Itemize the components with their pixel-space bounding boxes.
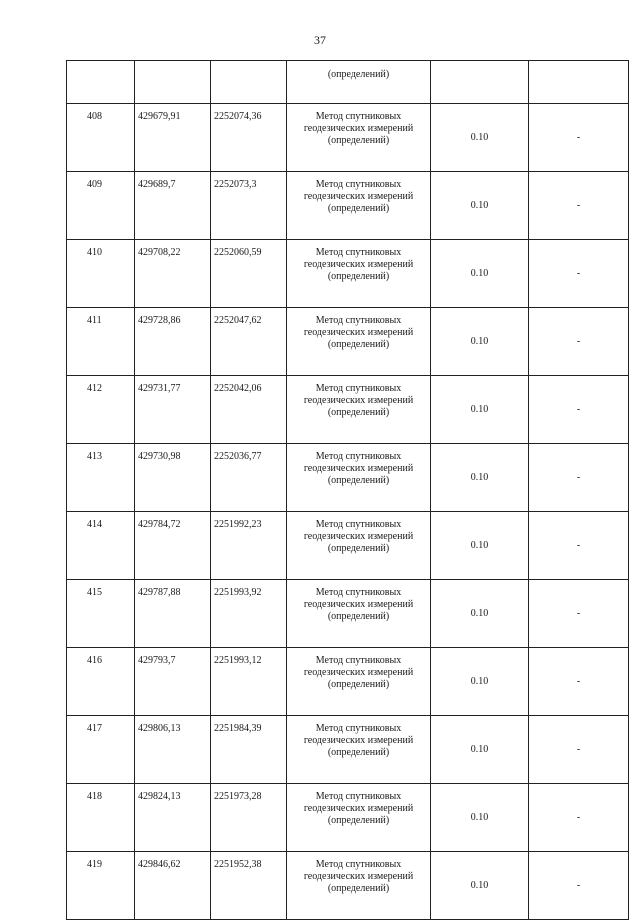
method-cell [287,716,431,784]
method-line: геодезических измерений [303,667,414,678]
method-line: геодезических измерений [303,123,414,134]
table-row [67,512,629,580]
note-dash: - [529,784,629,852]
method-cell [287,308,431,376]
accuracy-value: 0.10 [431,172,529,240]
table-row [67,852,629,920]
empty-cell [135,61,211,104]
coordinate-x: 429731,77 [135,376,211,444]
method-cell [287,172,431,240]
accuracy-value: 0.10 [431,852,529,920]
coordinate-x: 429806,13 [135,716,211,784]
empty-cell [211,61,287,104]
method-line: геодезических измерений [303,803,414,814]
accuracy-value: 0.10 [431,784,529,852]
point-number: 412 [67,376,135,444]
method-cell [287,104,431,172]
method-line: (определений) [327,815,390,826]
method-line: Метод спутниковых [315,655,402,666]
method-line: (определений) [327,679,390,690]
point-number: 414 [67,512,135,580]
page-number: 37 [314,33,326,47]
coordinate-y: 2252036,77 [211,444,287,512]
method-cell [287,852,431,920]
point-number: 409 [67,172,135,240]
accuracy-value: 0.10 [431,648,529,716]
point-number: 415 [67,580,135,648]
continuation-row [67,61,629,104]
coordinate-y: 2251973,28 [211,784,287,852]
accuracy-value: 0.10 [431,240,529,308]
accuracy-value: 0.10 [431,308,529,376]
note-dash: - [529,308,629,376]
accuracy-value: 0.10 [431,716,529,784]
method-line: (определений) [327,611,390,622]
note-dash: - [529,376,629,444]
method-line: Метод спутниковых [315,315,402,326]
coordinate-x: 429679,91 [135,104,211,172]
method-line: (определений) [327,883,390,894]
accuracy-value: 0.10 [431,104,529,172]
method-line: Метод спутниковых [315,383,402,394]
method-line: (определений) [327,475,390,486]
coordinate-y: 2251993,12 [211,648,287,716]
coordinate-x: 429728,86 [135,308,211,376]
coordinate-y: 2252047,62 [211,308,287,376]
continuation-text: (определений) [287,61,431,104]
coordinate-y: 2252060,59 [211,240,287,308]
coordinate-x: 429784,72 [135,512,211,580]
method-line: Метод спутниковых [315,179,402,190]
coordinate-y: 2251992,23 [211,512,287,580]
accuracy-value: 0.10 [431,376,529,444]
method-line: (определений) [327,747,390,758]
note-dash: - [529,716,629,784]
point-number: 408 [67,104,135,172]
method-line: Метод спутниковых [315,791,402,802]
coordinate-x: 429793,7 [135,648,211,716]
method-cell [287,648,431,716]
empty-cell [431,61,529,104]
point-number: 418 [67,784,135,852]
method-line: геодезических измерений [303,191,414,202]
method-cell [287,580,431,648]
coordinate-y: 2251984,39 [211,716,287,784]
table-row [67,308,629,376]
coordinate-y: 2251952,38 [211,852,287,920]
table-body [67,61,629,920]
note-dash: - [529,648,629,716]
method-line: геодезических измерений [303,395,414,406]
table-row [67,444,629,512]
method-line: геодезических измерений [303,871,414,882]
table-row [67,104,629,172]
method-cell [287,240,431,308]
coordinate-y: 2252074,36 [211,104,287,172]
method-line: (определений) [327,135,390,146]
coordinate-x: 429824,13 [135,784,211,852]
note-dash: - [529,852,629,920]
method-line: геодезических измерений [303,259,414,270]
coordinate-y: 2252073,3 [211,172,287,240]
method-cell [287,512,431,580]
table-row [67,648,629,716]
coordinate-x: 429689,7 [135,172,211,240]
method-line: Метод спутниковых [315,247,402,258]
table-row [67,240,629,308]
empty-cell [529,61,629,104]
method-line: Метод спутниковых [315,859,402,870]
method-line: геодезических измерений [303,327,414,338]
method-line: геодезических измерений [303,463,414,474]
method-line: геодезических измерений [303,735,414,746]
note-dash: - [529,580,629,648]
coordinates-table [66,60,629,920]
point-number: 419 [67,852,135,920]
method-cell [287,784,431,852]
method-line: (определений) [327,543,390,554]
coordinate-x: 429730,98 [135,444,211,512]
point-number: 417 [67,716,135,784]
method-line: Метод спутниковых [315,519,402,530]
point-number: 411 [67,308,135,376]
method-line: геодезических измерений [303,599,414,610]
point-number: 410 [67,240,135,308]
accuracy-value: 0.10 [431,444,529,512]
method-line: Метод спутниковых [315,723,402,734]
note-dash: - [529,240,629,308]
note-dash: - [529,104,629,172]
method-line: геодезических измерений [303,531,414,542]
note-dash: - [529,444,629,512]
note-dash: - [529,172,629,240]
method-line: Метод спутниковых [315,587,402,598]
method-cell [287,444,431,512]
accuracy-value: 0.10 [431,580,529,648]
table-row [67,580,629,648]
table-row [67,784,629,852]
empty-cell [67,61,135,104]
note-dash: - [529,512,629,580]
coordinate-x: 429846,62 [135,852,211,920]
point-number: 413 [67,444,135,512]
method-line: (определений) [327,339,390,350]
method-cell [287,376,431,444]
method-line: (определений) [327,271,390,282]
coordinate-x: 429787,88 [135,580,211,648]
method-line: Метод спутниковых [315,451,402,462]
coordinate-y: 2251993,92 [211,580,287,648]
method-line: (определений) [327,407,390,418]
coordinate-x: 429708,22 [135,240,211,308]
accuracy-value: 0.10 [431,512,529,580]
method-line: Метод спутниковых [315,111,402,122]
table-row [67,376,629,444]
coordinate-y: 2252042,06 [211,376,287,444]
table-row [67,172,629,240]
method-line: (определений) [327,203,390,214]
table-row [67,716,629,784]
point-number: 416 [67,648,135,716]
